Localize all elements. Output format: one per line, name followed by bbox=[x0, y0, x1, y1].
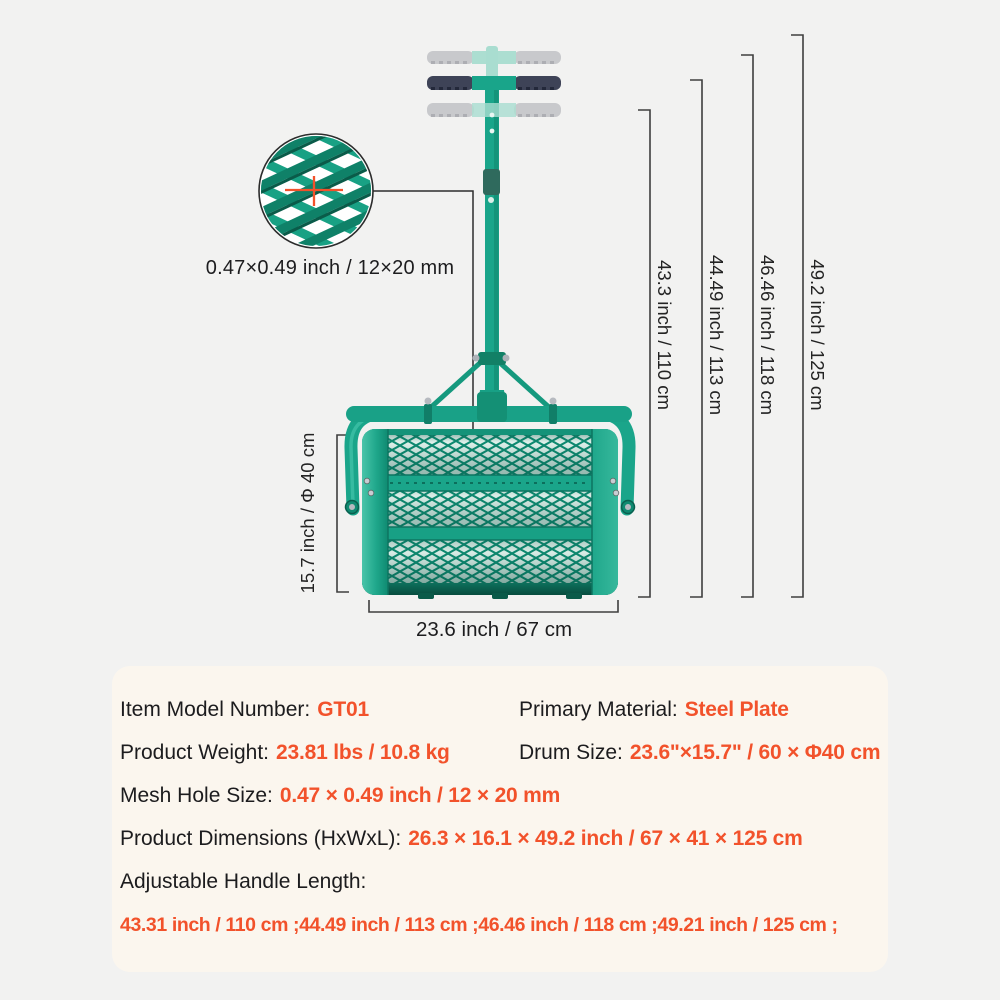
spreader-drum bbox=[346, 429, 635, 599]
spec-row-5 bbox=[120, 869, 882, 895]
spec-item-model bbox=[120, 698, 369, 721]
spec-value: 0.47 × 0.49 inch / 12 × 20 mm bbox=[279, 784, 561, 807]
spec-label: Item Model Number: bbox=[120, 698, 311, 721]
drum-rim-right bbox=[592, 429, 618, 595]
dim-line-125cm bbox=[791, 35, 803, 597]
spec-label: Mesh Hole Size: bbox=[120, 784, 273, 807]
drum-band-lower bbox=[362, 527, 618, 540]
spec-row-2 bbox=[120, 740, 882, 766]
spec-value: 23.6"×15.7" / 60 × Φ40 cm bbox=[629, 741, 881, 764]
dim-line-113cm bbox=[690, 80, 702, 597]
dim-line-110cm bbox=[638, 110, 650, 597]
spec-panel bbox=[112, 666, 888, 972]
handle-position-top-ghost bbox=[427, 51, 561, 64]
spec-label: Product Weight: bbox=[120, 741, 270, 764]
spec-row-6 bbox=[120, 912, 882, 938]
dim-line-118cm bbox=[741, 55, 753, 597]
spec-mesh-hole-size bbox=[120, 784, 561, 807]
mesh-size-label: 0.47×0.49 inch / 12×20 mm bbox=[205, 257, 455, 279]
t-handle bbox=[427, 46, 561, 422]
spec-label: Product Dimensions (HxWxL): bbox=[120, 827, 402, 850]
handle-length-label-110: 43.3 inch / 110 cm bbox=[654, 260, 675, 410]
spec-row-1 bbox=[120, 697, 882, 723]
pole-clamp bbox=[478, 352, 506, 365]
dim-line-width bbox=[369, 600, 618, 612]
spec-value: Steel Plate bbox=[684, 698, 789, 721]
drum-width-label: 23.6 inch / 67 cm bbox=[415, 618, 573, 641]
spec-drum-size bbox=[519, 740, 880, 768]
spec-value: 23.81 lbs / 10.8 kg bbox=[276, 741, 450, 764]
handle-length-label-125: 49.2 inch / 125 cm bbox=[807, 259, 828, 411]
spec-label: Drum Size: bbox=[519, 741, 623, 764]
spec-value: 26.3 × 16.1 × 49.2 inch / 67 × 41 × 125 cm bbox=[408, 827, 803, 850]
spec-product-weight bbox=[120, 741, 450, 764]
spec-label: Primary Material: bbox=[519, 698, 678, 721]
callout-line bbox=[373, 191, 473, 437]
spec-value: GT01 bbox=[317, 698, 369, 721]
pole-sleeve bbox=[483, 169, 500, 195]
spec-product-dimensions bbox=[120, 827, 803, 850]
handle-length-label-113: 44.49 inch / 113 cm bbox=[706, 254, 727, 416]
drum-rim-left bbox=[362, 429, 388, 595]
spec-row-3 bbox=[120, 783, 882, 809]
mesh-zoom-circle bbox=[222, 110, 411, 265]
handle-grip-bar bbox=[427, 76, 561, 90]
spec-row-4 bbox=[120, 826, 882, 852]
drum-diameter-label: 15.7 inch / Φ 40 cm bbox=[297, 432, 318, 594]
spec-value: 43.31 inch / 110 cm ;44.49 inch / 113 cm ;46.46 inch / 118 cm ;49.21 inch / 125 cm ; bbox=[120, 914, 838, 936]
spec-label: Adjustable Handle Length: bbox=[120, 870, 367, 893]
handle-length-label-118: 46.46 inch / 118 cm bbox=[757, 254, 778, 416]
spec-primary-material bbox=[519, 697, 789, 725]
